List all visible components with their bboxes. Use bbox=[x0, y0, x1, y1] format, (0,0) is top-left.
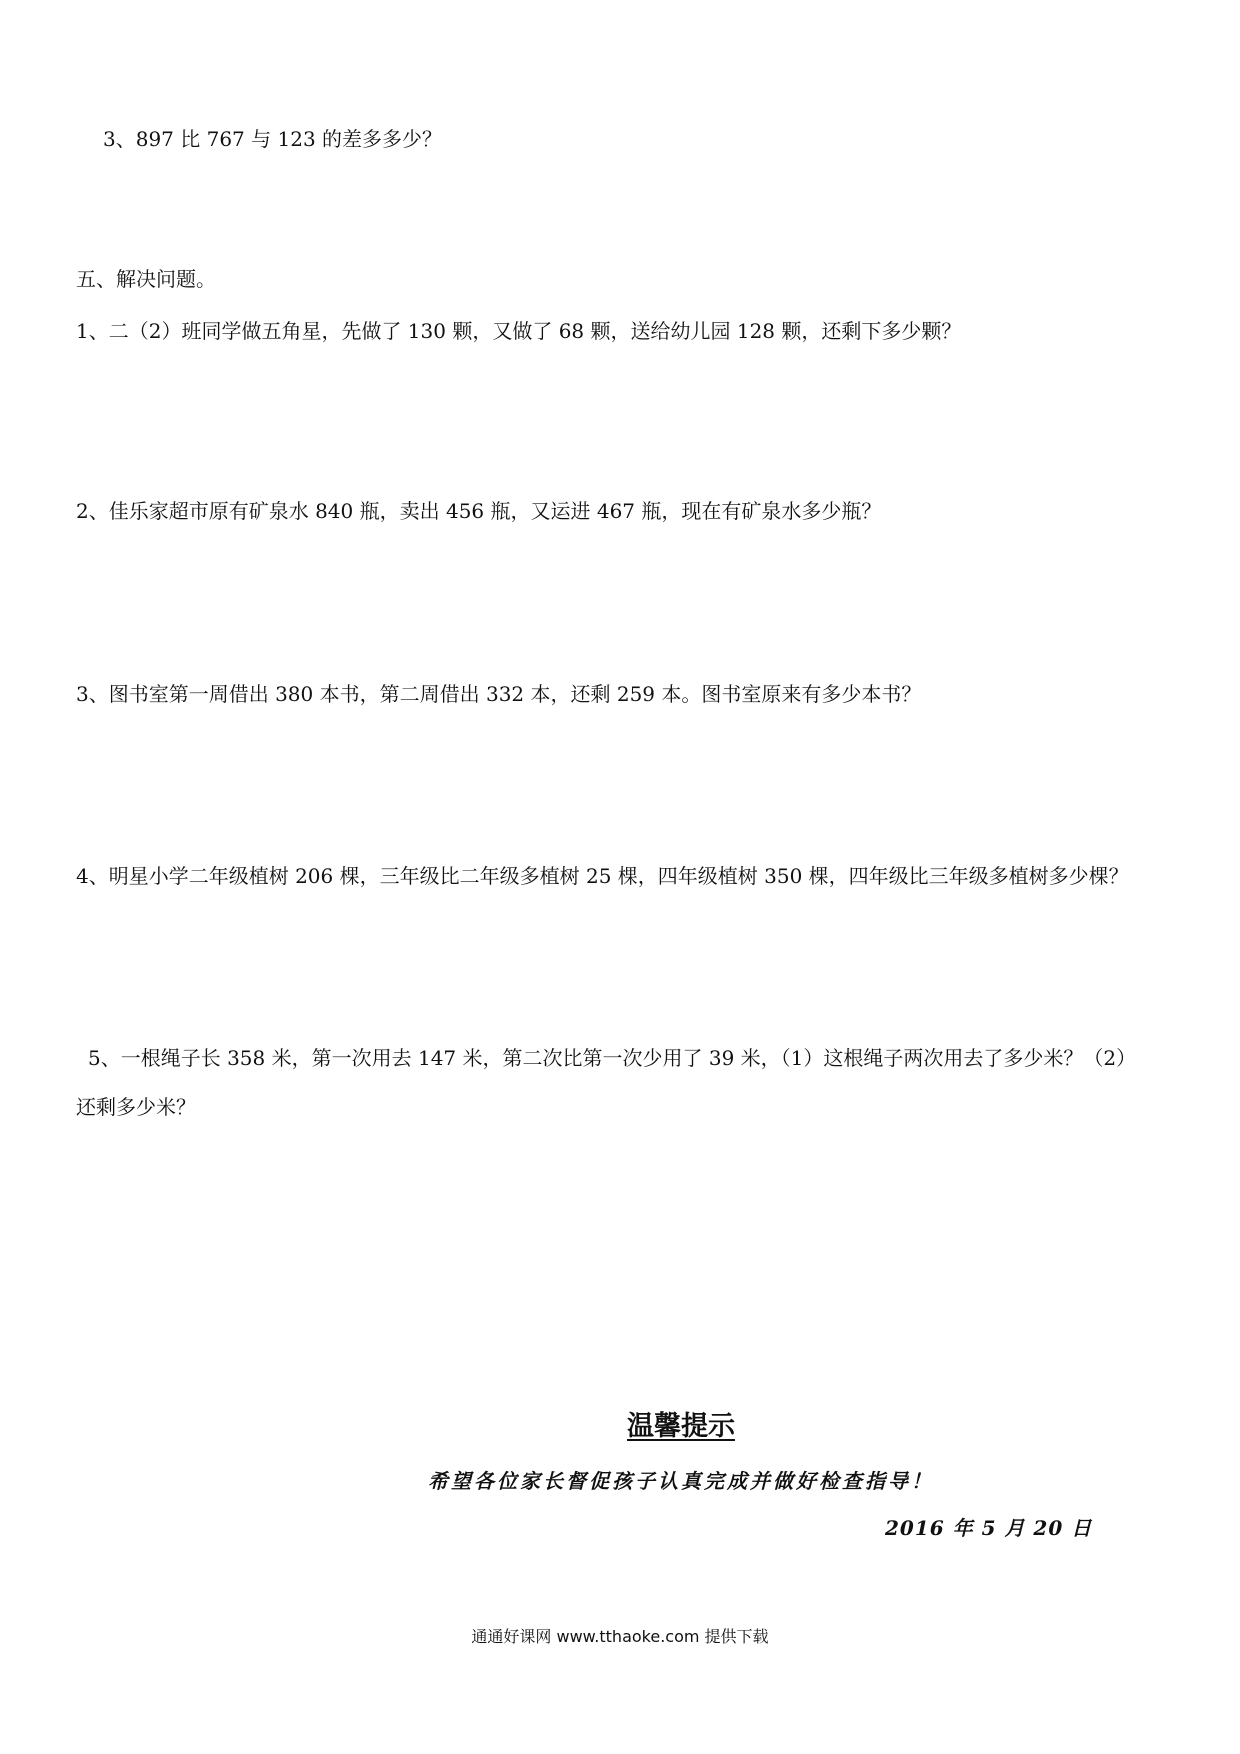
problem-5-line-1: 5、一根绳子长 358 米，第一次用去 147 米，第二次比第一次少用了 39 米，（1）这根绳子两次用去了多少米？（2） bbox=[88, 1046, 1137, 1070]
problem-4: 4、明星小学二年级植树 206 棵，三年级比二年级多植树 25 棵，四年级植树 350 棵，四年级比三年级多植树多少棵？ bbox=[76, 864, 1129, 888]
previous-question-3: 3、897 比 767 与 123 的差多多少？ bbox=[103, 127, 443, 151]
reminder-message: 希望各位家长督促孩子认真完成并做好检查指导！ bbox=[428, 1469, 934, 1493]
section-title: 五、解决问题。 bbox=[76, 267, 216, 291]
reminder-title: 温馨提示 bbox=[627, 1411, 735, 1442]
problem-3: 3、图书室第一周借出 380 本书，第二周借出 332 本，还剩 259 本。图书室原来有多少本书？ bbox=[76, 682, 922, 706]
problem-1: 1、二（2）班同学做五角星，先做了 130 颗，又做了 68 颗，送给幼儿园 128 颗，还剩下多少颗？ bbox=[76, 319, 962, 343]
reminder-date: 2016 年 5 月 20 日 bbox=[885, 1516, 1093, 1540]
problem-2: 2、佳乐家超市原有矿泉水 840 瓶，卖出 456 瓶，又运进 467 瓶，现在有矿泉水多少瓶？ bbox=[76, 499, 882, 523]
problem-5-line-2: 还剩多少米？ bbox=[76, 1095, 196, 1119]
footer-credit: 通通好课网 www.tthaoke.com 提供下载 bbox=[471, 1627, 769, 1646]
